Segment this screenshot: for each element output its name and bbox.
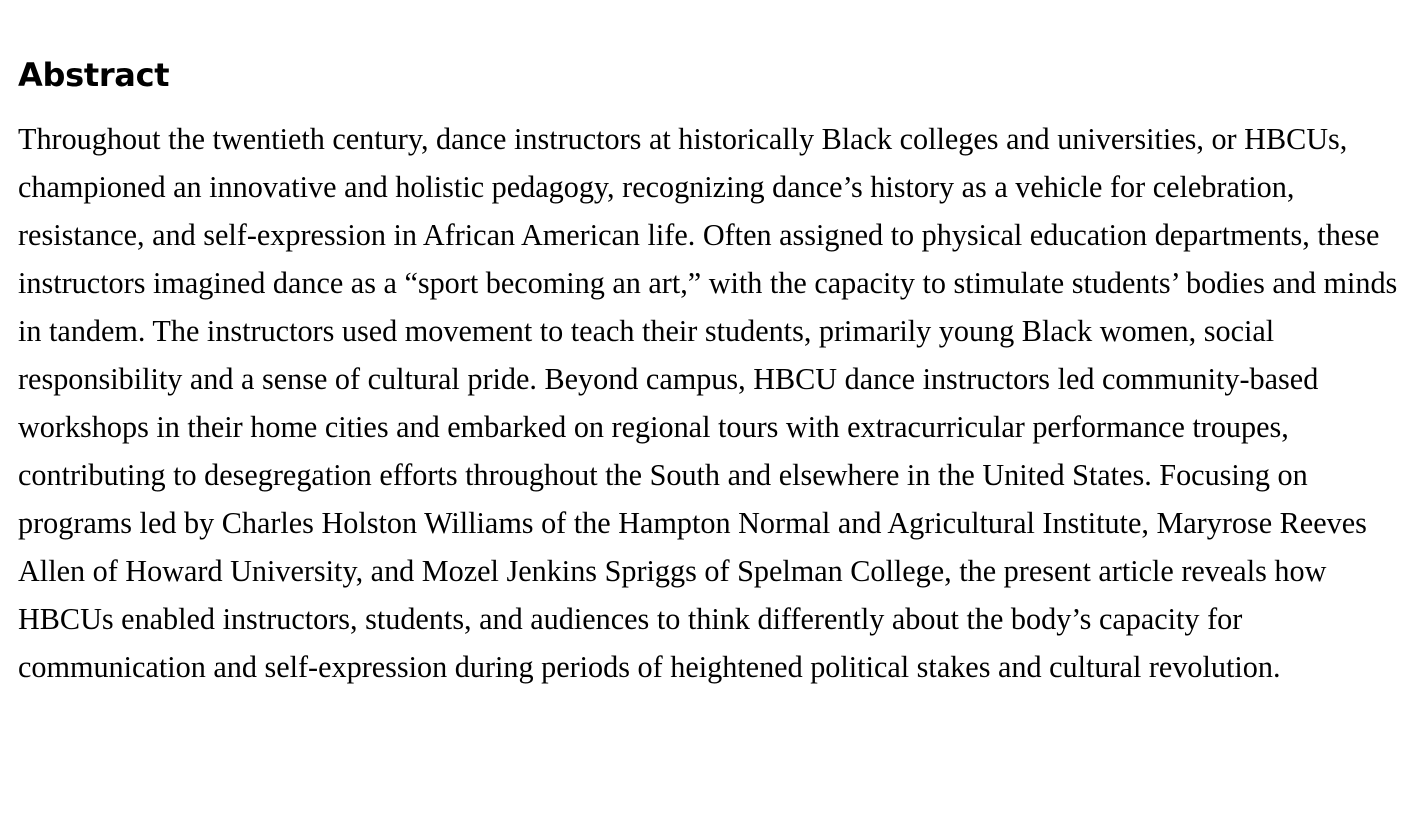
- abstract-body-text: Throughout the twentieth century, dance instructors at historically Black colleges and universities, or HBCUs, championed an innovative and holistic pedagogy, recognizing dance’s history as a vehicle for celebration, resistance, and self-expression in African American life. Often assigned to physical education departments, these instructors imagined dance as a “sport becoming an art,” with the capacity to stimulate students’ bodies and minds in tandem. The instructors used movement to teach their students, primarily young Black women, social responsibility and a sense of cultural pride. Beyond campus, HBCU dance instructors led community-based workshops in their home cities and embarked on regional tours with extracurricular performance troupes, contributing to desegregation efforts throughout the South and elsewhere in the United States. Focusing on programs led by Charles Holston Williams of the Hampton Normal and Agricultural Institute, Maryrose Reeves Allen of Howard University, and Mozel Jenkins Spriggs of Spelman College, the present article reveals how HBCUs enabled instructors, students, and audiences to think differently about the body’s capacity for communication and self-expression during periods of heightened political stakes and cultural revolution.: [18, 122, 1398, 684]
- abstract-heading: Abstract: [18, 56, 170, 94]
